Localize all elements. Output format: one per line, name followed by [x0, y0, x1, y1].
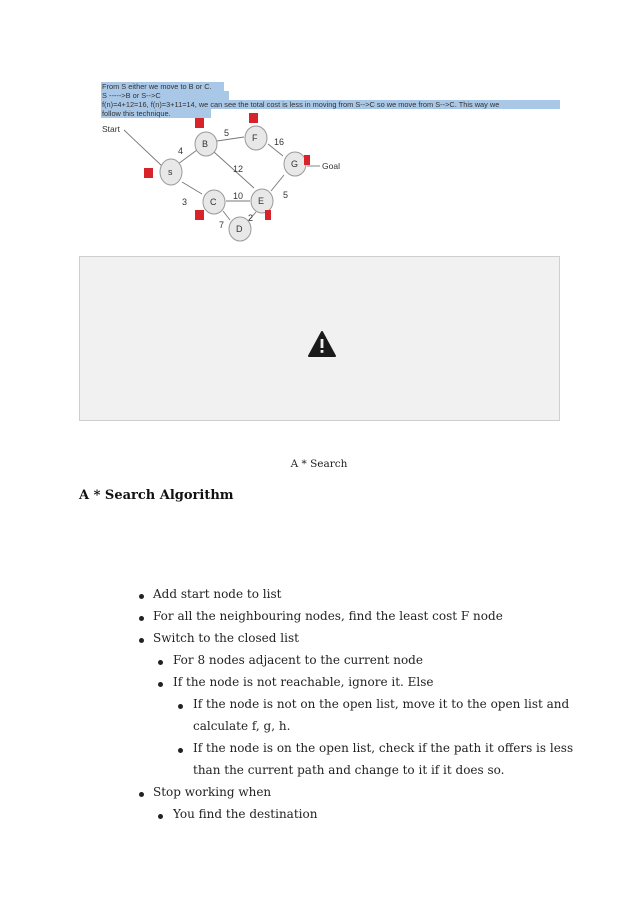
- tag-marker: [249, 113, 258, 123]
- edge-weight-c-e: 10: [233, 191, 244, 201]
- step-item: For 8 nodes adjacent to the current node: [173, 653, 423, 667]
- tag-marker: [265, 210, 271, 220]
- step-item: than the current path and change to it if it does so.: [193, 763, 505, 777]
- bullet-dot: [178, 748, 183, 753]
- bullet-dot: [158, 660, 163, 665]
- edge-weight-b-f: 5: [224, 128, 230, 138]
- edge-weight-s-b: 4: [178, 146, 184, 156]
- node-label-f: F: [252, 133, 258, 143]
- tag-marker: [304, 155, 310, 165]
- node-label-s: s: [168, 167, 173, 177]
- note-line: S ----->B or S-->C: [102, 91, 161, 100]
- bullet-dot: [158, 814, 163, 819]
- node-label-e: E: [258, 196, 265, 206]
- edge-c-d: [223, 211, 230, 220]
- step-item: If the node is not reachable, ignore it. Else: [173, 675, 434, 689]
- bullet-dot: [139, 638, 144, 643]
- step-item: For all the neighbouring nodes, find the least cost F node: [153, 609, 503, 623]
- step-item: Stop working when: [153, 785, 272, 799]
- graph-figure: [96, 80, 566, 248]
- tag-marker: [195, 210, 204, 220]
- edge-start-s: [124, 130, 162, 166]
- tag-marker: [144, 168, 153, 178]
- edge-weight-d-e: 2: [248, 213, 254, 223]
- goal-label: Goal: [322, 161, 340, 171]
- note-line: follow this technique.: [102, 109, 171, 118]
- step-item: If the node is on the open list, check if the path it offers is less: [193, 741, 574, 755]
- edge-e-g: [271, 175, 284, 191]
- node-label-b: B: [202, 139, 209, 149]
- tag-marker: [195, 118, 204, 128]
- edge-weight-f-g: 16: [274, 137, 285, 147]
- warning-icon: [307, 330, 337, 362]
- edge-b-f: [217, 137, 244, 141]
- step-item: Add start node to list: [153, 587, 282, 601]
- step-item: If the node is not on the open list, move it to the open list and: [193, 697, 570, 711]
- section-heading: A * Search Algorithm: [79, 488, 234, 503]
- edge-weight-s-c: 3: [182, 197, 188, 207]
- broken-image-placeholder: [79, 256, 560, 421]
- bullet-dot: [158, 682, 163, 687]
- edge-s-c: [182, 182, 202, 194]
- edge-weight-c-d: 7: [219, 220, 225, 230]
- node-label-g: G: [291, 159, 299, 169]
- image-caption: A * Search: [290, 458, 348, 470]
- bullet-dot: [139, 616, 144, 621]
- bullet-dot: [139, 594, 144, 599]
- step-item: Switch to the closed list: [153, 631, 299, 645]
- step-item: You find the destination: [173, 807, 318, 821]
- node-label-c: C: [210, 197, 217, 207]
- start-label: Start: [102, 124, 120, 134]
- note-line: From S either we move to B or C.: [102, 82, 212, 91]
- node-label-d: D: [236, 224, 243, 234]
- bullet-dot: [139, 792, 144, 797]
- bullet-dot: [178, 704, 183, 709]
- note-line: f(n)=4+12=16, f(n)=3+11=14, we can see the total cost is less in moving from S-->C so we move from S-->C. This way we: [102, 100, 500, 109]
- edge-weight-e-g: 5: [283, 190, 289, 200]
- graph-svg: [96, 80, 566, 248]
- step-item: calculate f, g, h.: [193, 719, 291, 733]
- edge-weight-b-e: 12: [233, 164, 244, 174]
